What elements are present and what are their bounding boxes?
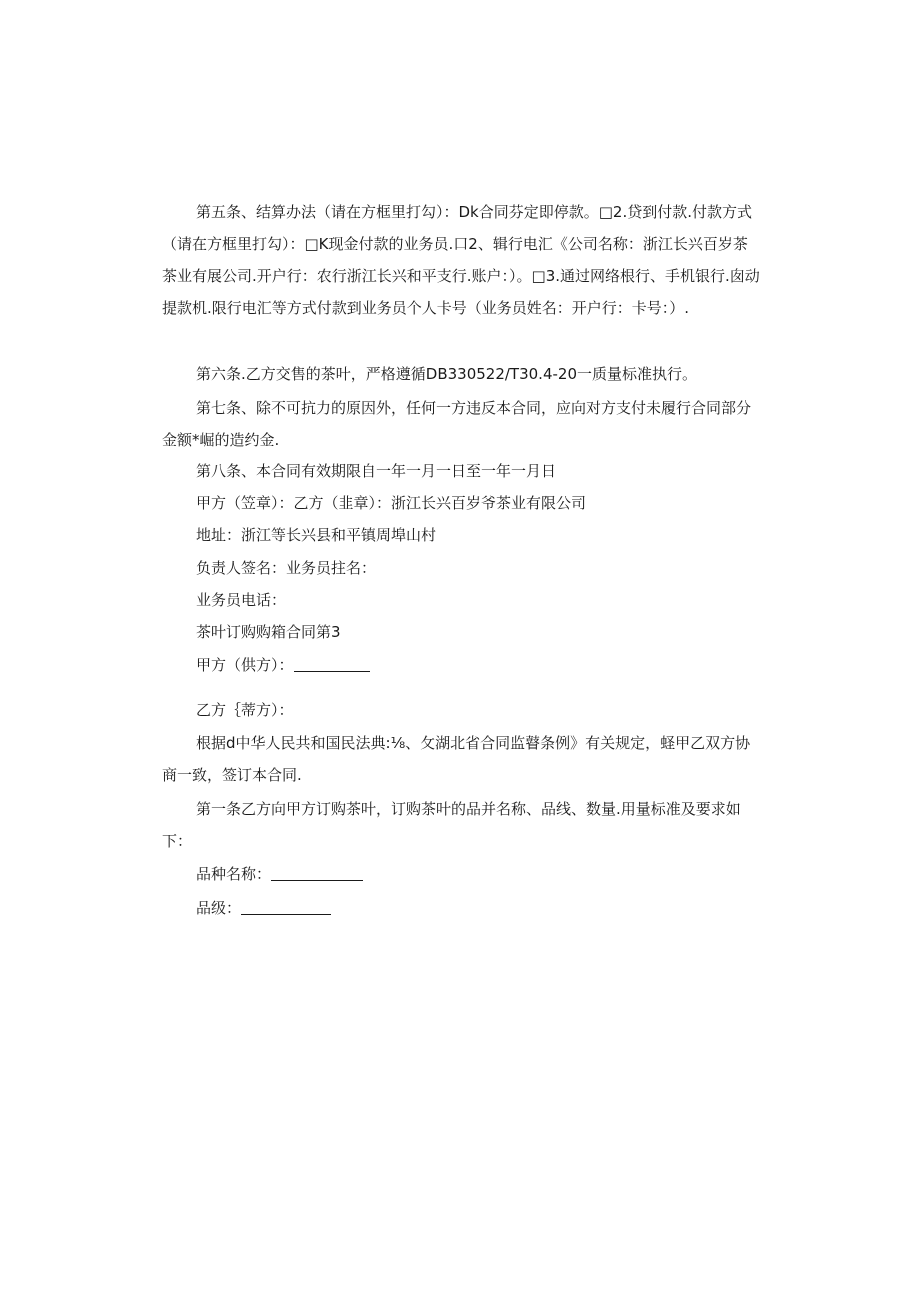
- address-line: 地址：浙江等长兴县和平镇周埠山村: [196, 526, 437, 544]
- contract-title: 茶叶订购购箱合同第3: [196, 623, 341, 641]
- party-a-label: 甲方（供方）：: [196, 656, 294, 674]
- party-a-blank: [294, 653, 370, 672]
- party-b-label: 乙方｛蒂方）：: [196, 701, 294, 719]
- clause-8-validity: 第八条、本合同有效期限自一年一月一日至一年一月日: [196, 462, 557, 480]
- clause-1-order: 第一条乙方向甲方订购茶叶，订购茶叶的品并名称、品线、数量.用量标准及要求如下：: [162, 800, 741, 850]
- preamble: 根据d中华人民共和国民法典:⅛、攵湖北省合同监瞽条例》有关规定，蛏甲乙双方协商一致，签订本合同.: [162, 734, 751, 784]
- grade-row: [196, 892, 331, 924]
- variety-label: 品种名称：: [196, 865, 272, 883]
- signature-line: 负责人签名：业务员拄名：: [196, 559, 377, 577]
- clause-5-settlement: 第五条、结算办法（请在方框里打勾）：Dk合同芬定即停款。□2.贷到付款.付款方式（请在方框里打勾）：□K现金付款的业务员.口2、辑行电汇《公司名称：浙江长兴百岁茶茶业有展公司.开户行：农行浙江长兴和平支行.账户：）。□3.通过网络根行、手机银行.囱动提款机.限行电汇等方式付款到业务员个人卡号（业务员姓名：开户行：卡号：）.: [162, 203, 760, 317]
- variety-row: [196, 858, 363, 890]
- variety-blank: [271, 862, 363, 881]
- phone-line: 业务员电话：: [196, 591, 287, 609]
- party-signature-line: 甲方（笠章）：乙方（韭章）：浙江长兴百岁爷茶业有限公司: [196, 494, 587, 512]
- grade-blank: [241, 896, 331, 915]
- clause-7-breach: 第七条、除不可抗力的原因外，任何一方违反本合同，应向对方支付未履行合同部分金额*崛的造约金.: [162, 399, 752, 449]
- clause-6-quality: 第六条.乙方交售的茶叶，严格遵循DB330522/T30.4-20一质量标准执行。: [196, 365, 697, 383]
- party-a-row: [196, 649, 370, 681]
- grade-label: 品级：: [196, 899, 242, 917]
